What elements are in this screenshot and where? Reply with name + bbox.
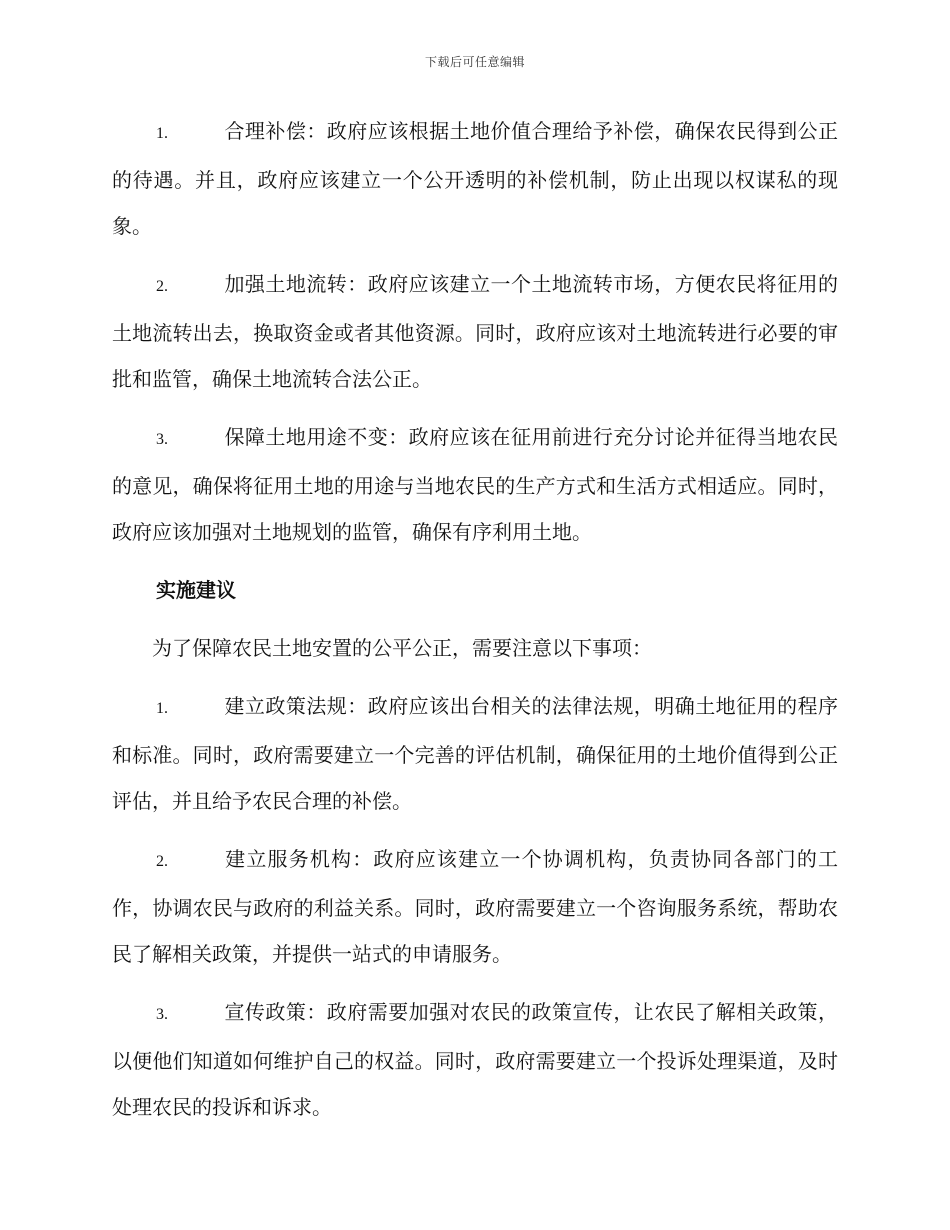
section-intro: 为了保障农民土地安置的公平公正，需要注意以下事项： <box>152 636 652 660</box>
list-number: 3. <box>156 1006 168 1023</box>
list-text: 建立服务机构：政府应该建立一个协调机构，负责协同各部门的工作，协调农民与政府的利益关系。同时，政府需要建立一个咨询服务系统，帮助农民了解相关政策，并提供一站式的申请服务。 <box>112 847 838 966</box>
list-number: 2. <box>156 853 168 870</box>
list-number: 2. <box>156 278 168 295</box>
list-text: 保障土地用途不变：政府应该在征用前进行充分讨论并征得当地农民的意见，确保将征用土地的用途与当地农民的生产方式和生活方式相适应。同时，政府应该加强对土地规划的监管，确保有序利用土地。 <box>112 425 838 544</box>
list-number: 3. <box>156 431 168 448</box>
list-item <box>112 108 838 249</box>
list-item <box>112 836 838 977</box>
list-text: 加强土地流转：政府应该建立一个土地流转市场，方便农民将征用的土地流转出去，换取资金或者其他资源。同时，政府应该对土地流转进行必要的审批和监管，确保土地流转合法公正。 <box>112 272 838 391</box>
document-body <box>112 108 838 1142</box>
list-item <box>112 261 838 402</box>
page-header: 下载后可任意编辑 <box>424 55 525 69</box>
list-number: 1. <box>156 125 168 142</box>
list-text: 宣传政策：政府需要加强对农民的政策宣传，让农民了解相关政策，以便他们知道如何维护自己的权益。同时，政府需要建立一个投诉处理渠道，及时处理农民的投诉和诉求。 <box>112 1000 838 1119</box>
list-item <box>112 989 838 1130</box>
list-item <box>112 683 838 824</box>
list-item <box>112 414 838 555</box>
list-text: 合理补偿：政府应该根据土地价值合理给予补偿，确保农民得到公正的待遇。并且，政府应该建立一个公开透明的补偿机制，防止出现以权谋私的现象。 <box>112 119 838 238</box>
list-number: 1. <box>156 700 168 717</box>
list-text: 建立政策法规：政府应该出台相关的法律法规，明确土地征用的程序和标准。同时，政府需要建立一个完善的评估机制，确保征用的土地价值得到公正评估，并且给予农民合理的补偿。 <box>112 694 838 813</box>
section-heading: 实施建议 <box>156 578 236 602</box>
